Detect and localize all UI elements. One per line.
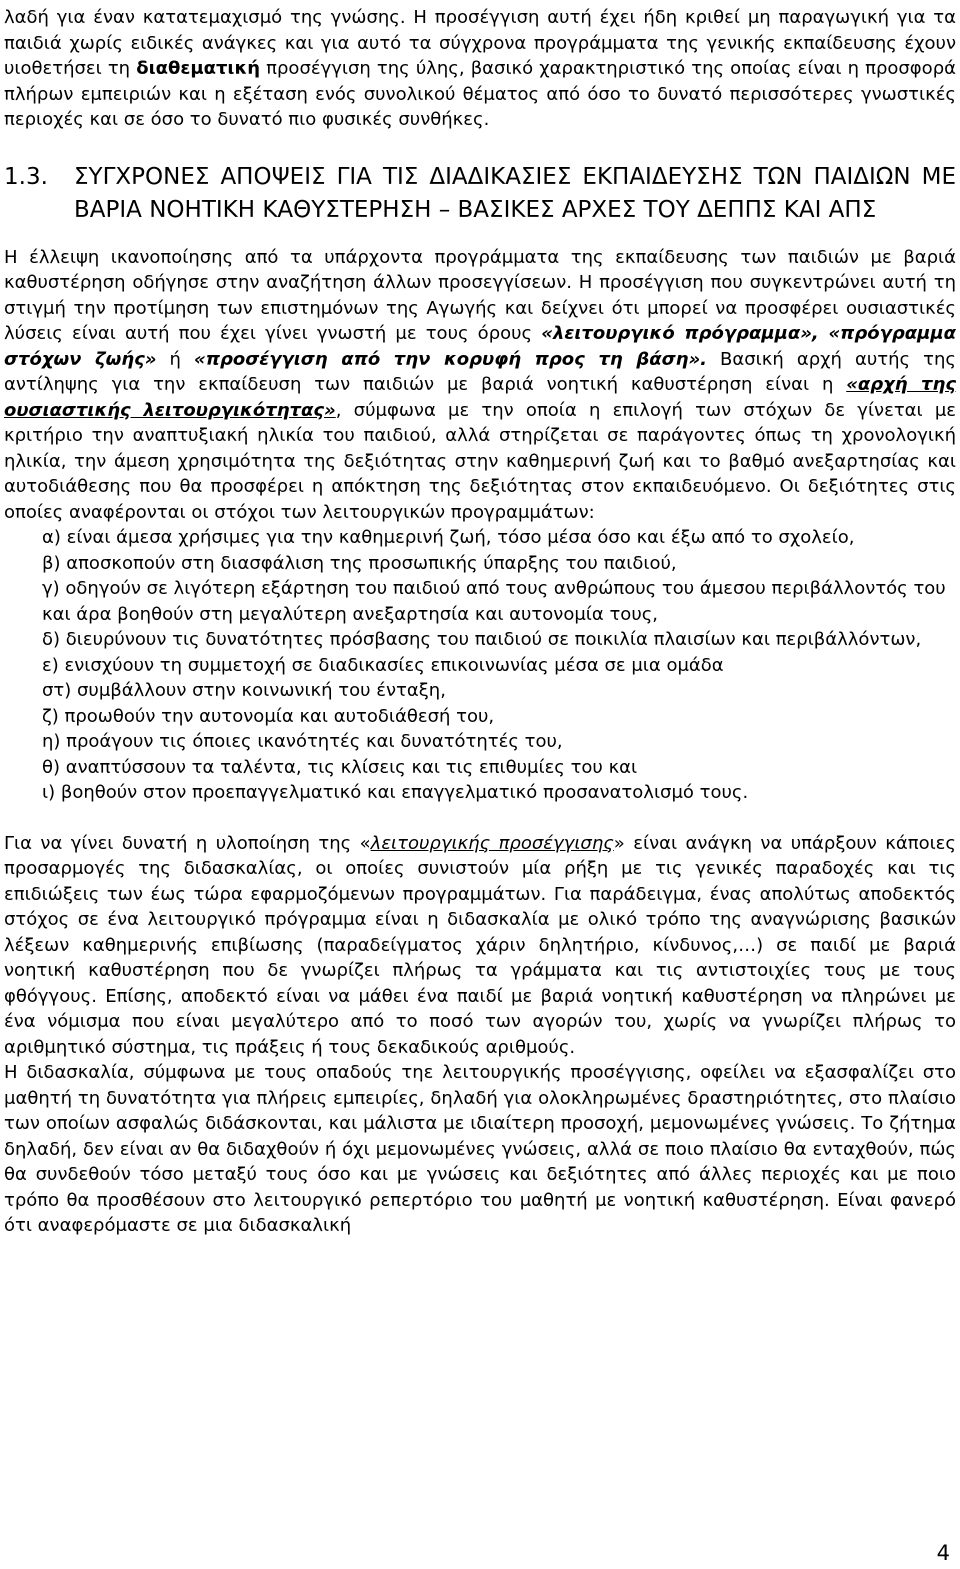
section-heading (4, 161, 956, 227)
bold-term: διαθεματική (136, 58, 261, 79)
spacer (4, 227, 956, 245)
text-run: Για να γίνει δυνατή η υλοποίηση της « (4, 832, 371, 854)
document-page (4, 5, 956, 1239)
section-number: 1.3. (4, 163, 48, 190)
paragraph-functional-approach (4, 245, 956, 526)
list-item: β) αποσκοπούν στη διασφάλιση της προσωπικής ύπαρξης του παιδιού, (42, 552, 677, 574)
paragraph-teaching: Η διδασκαλία, σύμφωνα με τους οπαδούς τηε λειτουργικής προσέγγισης, οφείλει να εξασφαλίζει στο μαθητή τη δυνατότητα για πλήρεις εμπειρίες, δηλαδή για ολοκληρωμένες δραστηριότητες, στο πλαίσιο των οποίων ασφαλώς διδάσκονται, και μάλιστα με ιδιαίτερη προσοχή, μεμονωμένες γνώσεις. Το ζήτημα δηλαδή, δεν είναι αν θα διδαχθούν ή όχι μεμονωμένες γνώσεις, αλλά σε ποιο πλαίσιο θα ενταχθούν, πώς θα συνδεθούν τόσο μεταξύ τους όσο και με γνώσεις και δεξιότητες από άλλες περιοχές και με ποιο τρόπο θα προσθέσουν στο λειτουργικό ρεπερτόριο του μαθητή με νοητική καθυστέρηση. Είναι φανερό ότι αναφερόμαστε σε μια διδασκαλική (4, 1062, 956, 1236)
spacer (4, 806, 956, 831)
section-title: ΣΥΓΧΡΟΝΕΣ ΑΠΟΨΕΙΣ ΓΙΑ ΤΙΣ ΔΙΑΔΙΚΑΣΙΕΣ ΕΚΠΑΙΔΕΥΣΗΣ ΤΩΝ ΠΑΙΔΙΩΝ ΜΕ ΒΑΡΙΑ ΝΟΗΤΙΚΗ ΚΑΘΥΣΤΕΡΗΣΗ – ΒΑΣΙΚΕΣ ΑΡΧΕΣ ΤΟΥ ΔΕΠΠΣ ΚΑΙ ΑΠΣ (74, 163, 956, 223)
page-number: 4 (936, 1540, 950, 1565)
text-run: ή (156, 348, 195, 370)
text-run: » είναι ανάγκη να υπάρξουν κάποιες προσαρμογές της διδασκαλίας, οι οποίες συνιστούν μία ρήξη με τις γενικές παραδοχές και τις επιδιώξεις των έως τώρα εφαρμοζόμενων προγραμμάτων. Για παράδειγμα, ένας απολύτως αποδεκτός στόχος σε ένα λειτουργικό πρόγραμμα είναι η διδασκαλία με ολικό τρόπο της αναγνώρισης βασικών λέξεων καθημερινής επιβίωσης (παραδείγματος χάριν δηλητήριο, κίνδυνος,…) σε παιδί με βαριά νοητική καθυστέρηση που δε γνωρίζει πλήρως τα γράμματα και τις αντιστοιχίες τους με τους φθόγγους. Επίσης, αποδεκτό είναι να μάθει ένα παιδί με βαριά νοητική καθυστέρηση να πληρώνει με ένα νόμισμα που είναι μεγαλύτερο από το ποσό των αγορών του, χωρίς να γνωρίζει πλήρως το αριθμητικό σύστημα, τις πράξεις ή τους δεκαδικούς αριθμούς. (4, 832, 956, 1058)
list-item: ζ) προωθούν την αυτονομία και αυτοδιάθεσή του, (42, 705, 495, 727)
list-item: θ) αναπτύσσουν τα ταλέντα, τις κλίσεις και τις επιθυμίες του και (42, 756, 638, 778)
paragraph-intro (4, 5, 956, 133)
text-run: λαδή για έναν κατατεμαχισμό της γνώσης. Η προσέγγιση αυτή έχει ήδη κριθεί μη παραγωγική για τα παιδιά χωρίς ειδικές ανάγκες και για αυτό τα σύγχρονα προγράμματα της γενικής εκπαίδευσης έχουν υιοθετήσει τη (4, 7, 956, 79)
list-item: γ) οδηγούν σε λιγότερη εξάρτηση του παιδιού από τους ανθρώπους του άμεσου περιβάλλοντός του και άρα βοηθούν στη μεγαλύτερη ανεξαρτησία και αυτονομία τους, (42, 578, 946, 625)
paragraph-adaptations (4, 831, 956, 1061)
list-item: α) είναι άμεσα χρήσιμες για την καθημερινή ζωή, τόσο μέσα όσο και έξω από το σχολείο, (42, 527, 855, 548)
text-run: , σύμφωνα με την οποία η επιλογή των στόχων δε γίνεται με κριτήριο την αναπτυξιακή ηλικία του παιδιού, αλλά στηρίζεται σε παράγοντες όπως τη χρονολογική ηλικία, την άμεση χρησιμότητα της δεξιότητας στην καθημερινή ζωή και το βαθμό ανεξαρτησίας και αυτοδιάθεσης που θα προσφέρει η απόκτηση της δεξιότητας στον εκπαιδευόμενο. Οι δεξιότητες στις οποίες αναφέρονται οι στόχοι των λειτουργικών προγραμμάτων: (4, 399, 957, 523)
italic-underlined-term: λειτουργικής προσέγγισης (370, 832, 614, 854)
list-item: ι) βοηθούν στον προεπαγγελματικό και επαγγελματικό προσανατολισμό τους. (42, 782, 749, 803)
bold-italic-term: «προσέγγιση από την κορυφή προς τη βάση». (194, 348, 707, 370)
list-item: δ) διευρύνουν τις δυνατότητες πρόσβασης του παιδιού σε ποικιλία πλαισίων και περιβάλλόντων, (42, 629, 922, 650)
list-item: στ) συμβάλλουν στην κοινωνική του ένταξη, (42, 680, 446, 701)
list-item: η) προάγουν τις όποιες ικανότητές και δυνατότητές του, (42, 731, 563, 752)
text-run: Βασική αρχή αυτής της αντίληψης για την εκπαίδευση των παιδιών με βαριά νοητική καθυστέρηση είναι η (4, 348, 956, 395)
text-run: προσέγγιση της ύλης, βασικό χαρακτηριστικό της οποίας είναι η προσφορά πλήρων εμπειριών και η εξέταση ενός συνολικού θέματος από όσο το δυνατό περισσότερες γνωστικές περιοχές και σε όσο το δυνατό πιο φυσικές συνθήκες. (4, 58, 956, 130)
text-run: Η έλλειψη ικανοποίησης από τα υπάρχοντα προγράμματα της εκπαίδευσης των παιδιών με βαριά καθυστέρηση οδήγησε στην αναζήτηση άλλων προσεγγίσεων. Η προσέγγιση που συγκεντρώνει αυτή τη στιγμή την προτίμηση των επιστημόνων της Αγωγής και δείχνει ότι μπορεί να προσφέρει ουσιαστικές λύσεις είναι αυτή που έχει γίνει γνωστή με τους όρους (4, 246, 956, 344)
list-item: ε) ενισχύουν τη συμμετοχή σε διαδικασίες επικοινωνίας μέσα σε μια ομάδα (42, 654, 724, 676)
bold-italic-underlined-term: «αρχή της ουσιαστικής λειτουργικότητας» (4, 374, 956, 421)
skills-list (4, 525, 956, 806)
bold-italic-term: «λειτουργικό πρόγραμμα», «πρόγραμμα στόχων ζωής» (4, 323, 956, 370)
